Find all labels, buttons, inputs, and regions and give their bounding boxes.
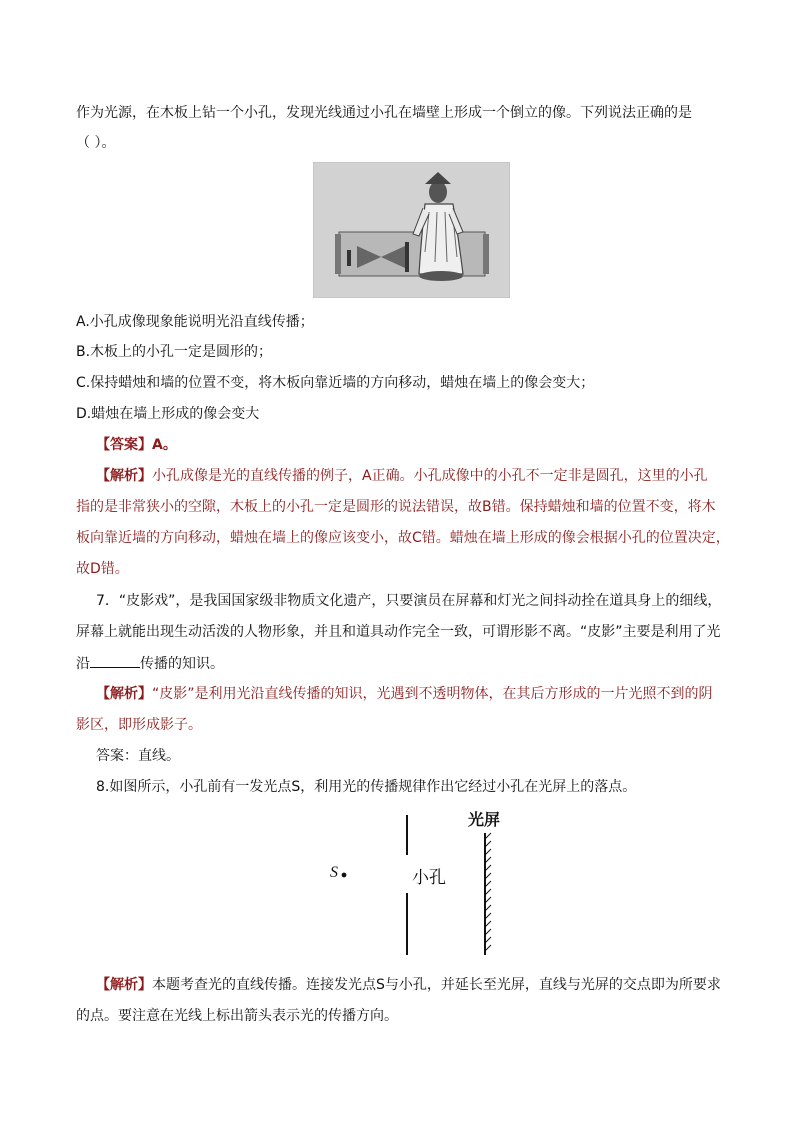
pinhole-statue-photo <box>313 162 510 298</box>
analysis-text: 本题考查光的直线传播。连接发光点S与小孔，并延长至光屏，直线与光屏的交点即为所要求 <box>152 977 721 993</box>
q7-text-after-blank: 传播的知识。 <box>140 656 224 672</box>
q7-answer-blank <box>90 653 140 668</box>
analysis-tag: 【解析】 <box>96 686 152 702</box>
pinhole-diagram <box>320 805 520 965</box>
q6-option-b: B.木板上的小孔一定是圆形的； <box>76 344 273 360</box>
analysis-text: “皮影”是利用光沿直线传播的知识，光遇到不透明物体，在其后方形成的一片光照不到的阴 <box>152 686 713 702</box>
q7-stem-line1: 7．“皮影戏”，是我国国家级非物质文化遗产，只要演员在屏幕和灯光之间抖动拴在道具身上的细线， <box>96 593 722 609</box>
analysis-tag: 【解析】 <box>96 977 152 993</box>
q6-option-c: C.保持蜡烛和墙的位置不变，将木板向靠近墙的方向移动，蜡烛在墙上的像会变大； <box>76 375 595 391</box>
q6-analysis-line3: 板向靠近墙的方向移动，蜡烛在墙上的像应该变小，故C错。蜡烛在墙上形成的像会根据小孔的位置决定， <box>76 530 730 546</box>
q8-stem: 8.如图所示，小孔前有一发光点S，利用光的传播规律作出它经过小孔在光屏上的落点。 <box>96 779 637 795</box>
q7-analysis-line1 <box>96 684 746 704</box>
light-point-dot <box>342 873 347 878</box>
q6-answer <box>96 435 746 455</box>
q7-stem-line2: 屏幕上就能出现生动活泼的人物形象，并且和道具动作完全一致，可谓形影不离。“皮影”主要是利用了光 <box>76 624 721 640</box>
screen-label: 光屏 <box>468 810 501 829</box>
q7-text-before-blank: 沿 <box>76 656 90 672</box>
q8-analysis-line1 <box>96 975 746 995</box>
q6-option-a: A.小孔成像现象能说明光沿直线传播； <box>76 314 314 330</box>
point-label: S <box>330 864 338 881</box>
answer-value: A。 <box>152 437 177 453</box>
answer-tag: 【答案】 <box>96 437 152 453</box>
q7-analysis-line2: 影区，即形成影子。 <box>76 717 202 733</box>
q6-analysis-line1 <box>96 466 746 486</box>
q6-analysis-line4: 故D错。 <box>76 561 129 577</box>
q7-answer: 答案：直线。 <box>96 748 180 764</box>
q7-stem-line3 <box>76 653 726 674</box>
q6-stem-line1: 作为光源，在木板上钻一个小孔，发现光线通过小孔在墙壁上形成一个倒立的像。下列说法正确的是 <box>76 105 692 121</box>
hole-label: 小孔 <box>412 868 446 888</box>
analysis-tag: 【解析】 <box>96 468 152 484</box>
q8-analysis-line2: 的点。要注意在光线上标出箭头表示光的传播方向。 <box>76 1008 398 1024</box>
analysis-text: 小孔成像是光的直线传播的例子，A正确。小孔成像中的小孔不一定非是圆孔，这里的小孔 <box>152 468 708 484</box>
q6-option-d: D.蜡烛在墙上形成的像会变大 <box>76 406 260 422</box>
q6-analysis-line2: 指的是非常狭小的空隙，木板上的小孔一定是圆形的说法错误，故B错。保持蜡烛和墙的位置不变，将木 <box>76 499 716 515</box>
q6-stem-line2: （ ）。 <box>76 135 116 151</box>
